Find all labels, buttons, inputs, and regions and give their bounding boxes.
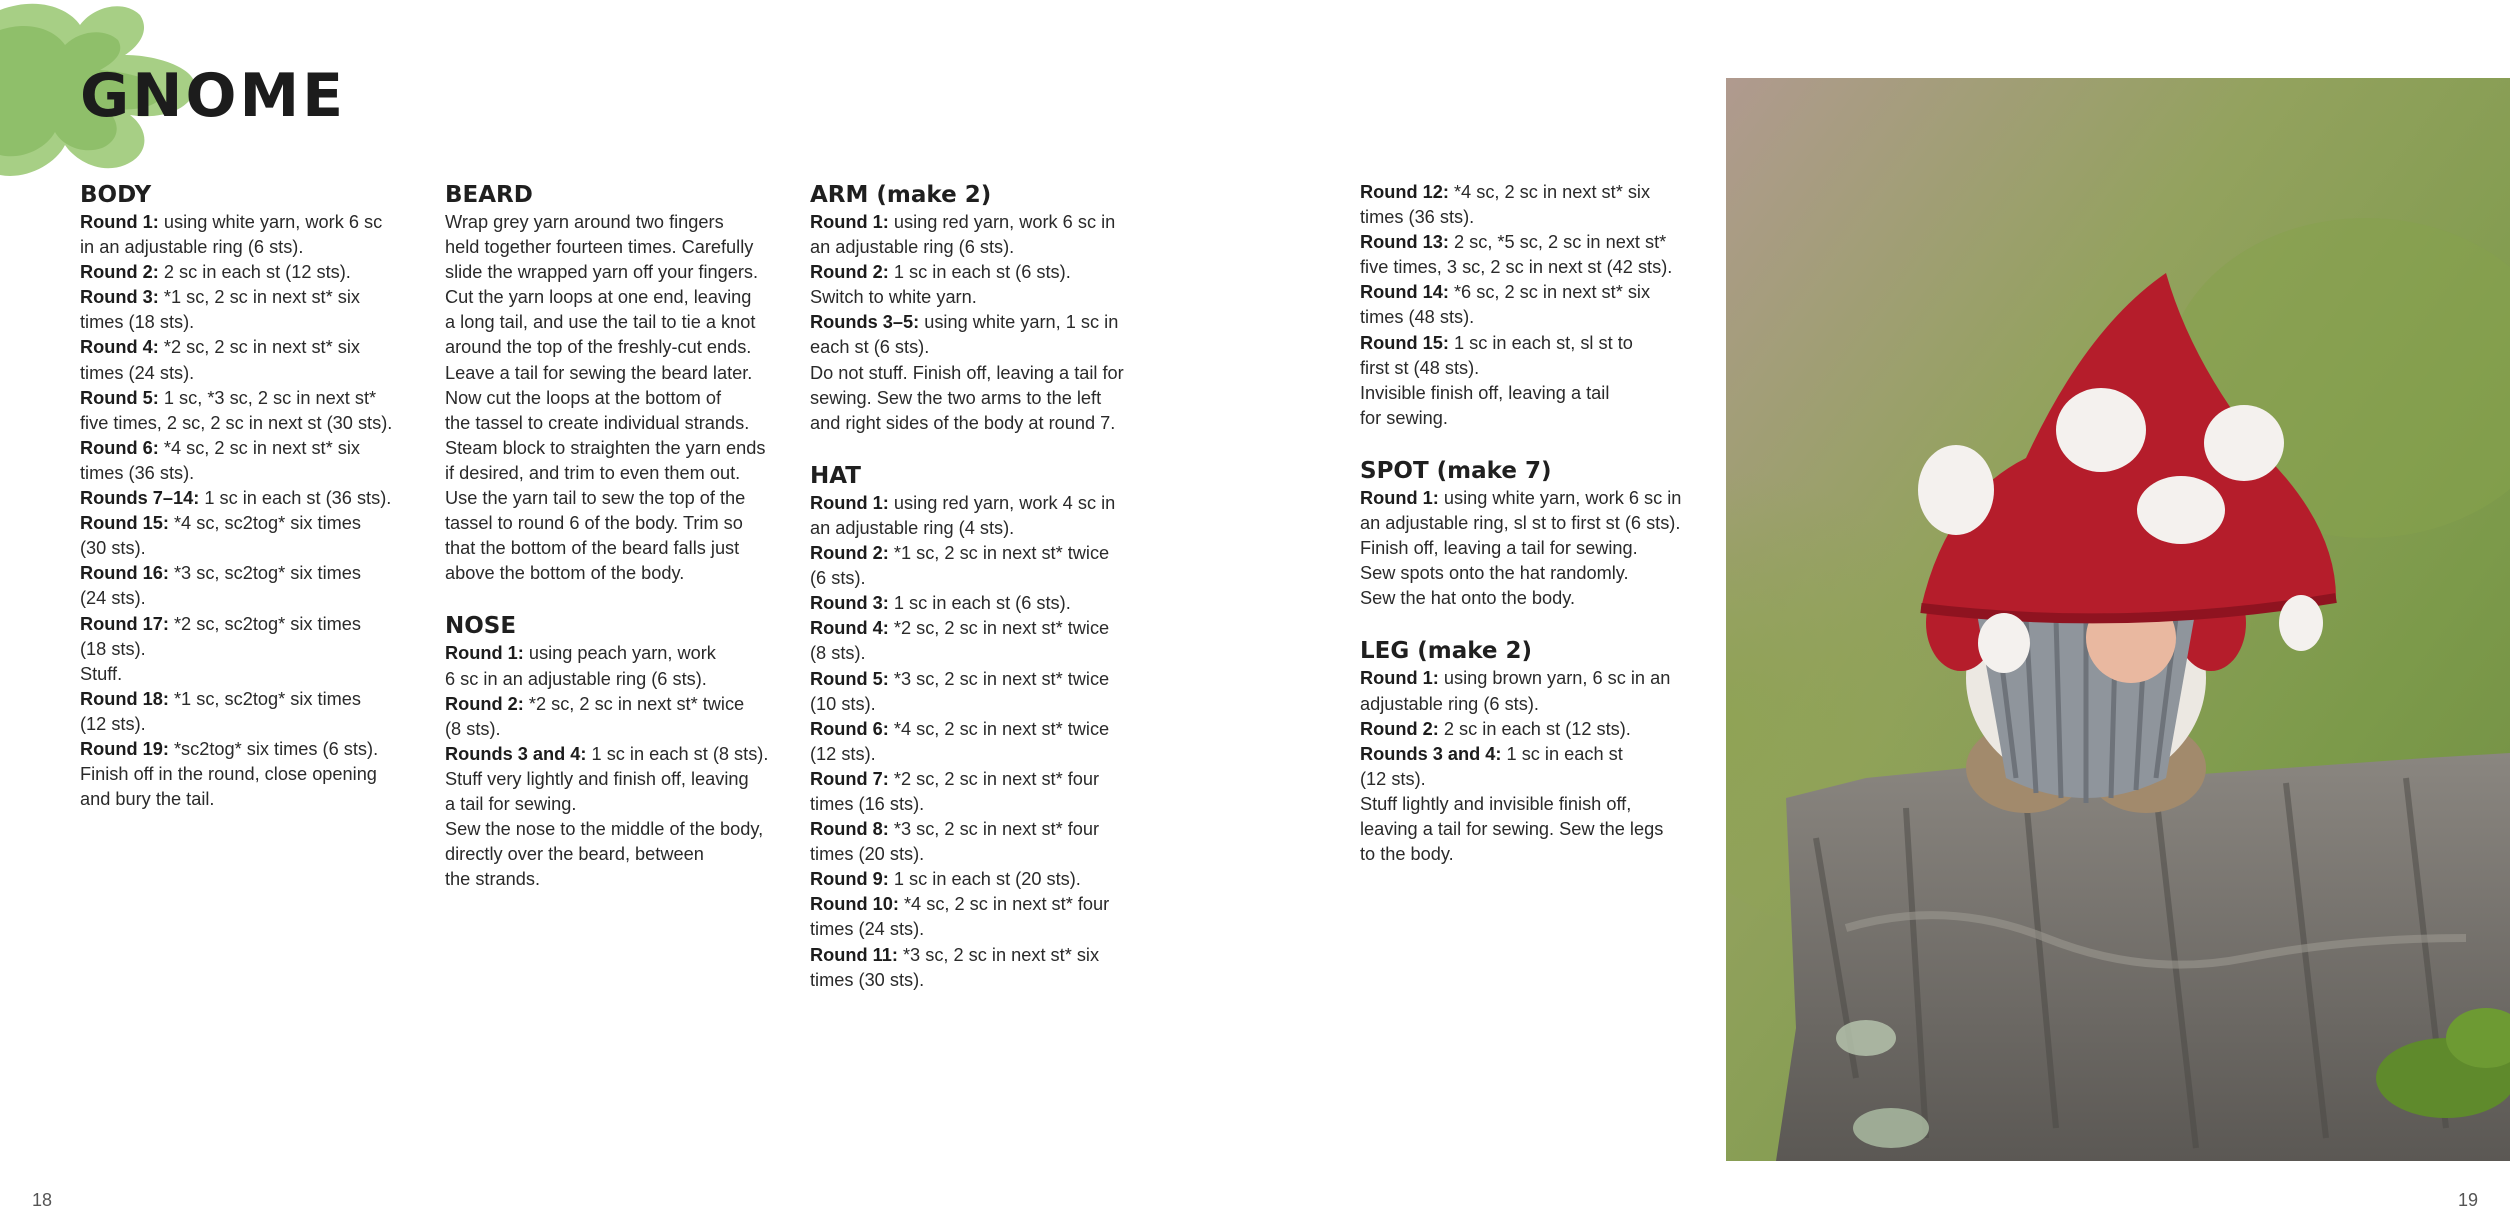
pattern-line xyxy=(1360,842,1705,867)
instruction-text: *3 sc, 2 sc in next st* four xyxy=(888,819,1100,840)
pattern-line xyxy=(810,411,1155,436)
instruction-text: leaving a tail for sewing. Sew the legs xyxy=(1360,818,1664,839)
pattern-line xyxy=(1360,586,1705,611)
round-label: Round 2: xyxy=(810,543,889,564)
pattern-column-3 xyxy=(810,180,1155,1018)
instruction-text: times (36 sts). xyxy=(80,462,195,483)
instruction-text: *4 sc, sc2tog* six times xyxy=(168,513,361,534)
pattern-line xyxy=(810,792,1155,817)
round-label: Round 4: xyxy=(810,618,889,639)
pattern-line xyxy=(810,235,1155,260)
pattern-line xyxy=(445,260,790,285)
instruction-text: *3 sc, 2 sc in next st* six xyxy=(897,944,1100,965)
pattern-line xyxy=(810,210,1155,235)
instruction-text: *1 sc, 2 sc in next st* twice xyxy=(888,543,1110,564)
instruction-text: in an adjustable ring (6 sts). xyxy=(80,237,304,258)
pattern-line xyxy=(445,842,790,867)
round-label: Round 9: xyxy=(810,869,889,890)
instruction-text: if desired, and trim to even them out. xyxy=(445,462,741,483)
pattern-line xyxy=(810,917,1155,942)
pattern-line xyxy=(1360,536,1705,561)
pattern-line xyxy=(80,637,420,662)
instruction-text: Stuff very lightly and finish off, leaving xyxy=(445,768,749,789)
pattern-line xyxy=(80,536,420,561)
instruction-text: 2 sc in each st (12 sts). xyxy=(1438,718,1631,739)
instruction-text: (10 sts). xyxy=(810,693,876,714)
round-label: Round 6: xyxy=(810,718,889,739)
pattern-line xyxy=(810,943,1155,968)
instruction-text: (24 sts). xyxy=(80,588,146,609)
round-label: Round 18: xyxy=(80,688,169,709)
pattern-line xyxy=(445,411,790,436)
instruction-text: times (16 sts). xyxy=(810,793,925,814)
round-label: Round 5: xyxy=(80,387,159,408)
pattern-line xyxy=(445,361,790,386)
pattern-line xyxy=(445,867,790,892)
round-label: Round 15: xyxy=(1360,332,1449,353)
round-label: Round 2: xyxy=(810,262,889,283)
instruction-text: *6 sc, 2 sc in next st* six xyxy=(1448,282,1651,303)
instruction-text: 1 sc, *3 sc, 2 sc in next st* xyxy=(158,387,377,408)
instruction-text: times (48 sts). xyxy=(1360,307,1475,328)
pattern-line xyxy=(810,386,1155,411)
pattern-line xyxy=(80,436,420,461)
pattern-line xyxy=(1360,356,1705,381)
pattern-line xyxy=(80,787,420,812)
pattern-line xyxy=(80,511,420,536)
instruction-text: *2 sc, sc2tog* six times xyxy=(168,613,361,634)
pattern-line xyxy=(445,461,790,486)
pattern-line xyxy=(445,817,790,842)
pattern-line xyxy=(810,616,1155,641)
pattern-line xyxy=(1360,305,1705,330)
round-label: Rounds 3 and 4: xyxy=(1360,743,1502,764)
pattern-line xyxy=(1360,717,1705,742)
instruction-text: (12 sts). xyxy=(80,713,146,734)
pattern-line xyxy=(80,737,420,762)
pattern-line xyxy=(445,310,790,335)
pattern-line xyxy=(445,386,790,411)
pattern-line xyxy=(80,361,420,386)
round-label: Round 4: xyxy=(80,337,159,358)
instruction-text: five times, 2 sc, 2 sc in next st (30 sts). xyxy=(80,412,393,433)
round-label: Round 5: xyxy=(810,668,889,689)
section-lines xyxy=(810,491,1155,993)
section-hat-continued xyxy=(1360,180,1705,431)
instruction-text: Leave a tail for sewing the beard later. xyxy=(445,362,753,383)
section-title: LEG (make 2) xyxy=(1360,638,1533,665)
pattern-line xyxy=(445,742,790,767)
section-lines xyxy=(1360,666,1705,867)
round-label: Round 10: xyxy=(810,894,899,915)
pattern-line xyxy=(810,817,1155,842)
pattern-line xyxy=(810,541,1155,566)
instruction-text: *4 sc, 2 sc in next st* twice xyxy=(888,718,1110,739)
pattern-line xyxy=(80,461,420,486)
section-spot xyxy=(1360,456,1705,611)
round-label: Round 1: xyxy=(810,492,889,513)
pattern-line xyxy=(810,667,1155,692)
instruction-text: an adjustable ring, sl st to first st (6 sts). xyxy=(1360,513,1681,534)
instruction-text: Invisible finish off, leaving a tail xyxy=(1360,382,1610,403)
section-title: HAT xyxy=(810,462,861,489)
section-lines xyxy=(80,210,420,812)
instruction-text: times (24 sts). xyxy=(810,919,925,940)
pattern-line xyxy=(1360,511,1705,536)
pattern-line xyxy=(1360,767,1705,792)
pattern-column-4 xyxy=(1360,180,1705,892)
round-label: Round 1: xyxy=(80,212,159,232)
pattern-line xyxy=(1360,406,1705,431)
instruction-text: using brown yarn, 6 sc in an xyxy=(1438,668,1671,689)
pattern-line xyxy=(445,486,790,511)
instruction-text: above the bottom of the body. xyxy=(445,563,685,584)
instruction-text: to the body. xyxy=(1360,844,1454,865)
pattern-column-2 xyxy=(445,180,790,917)
round-label: Round 19: xyxy=(80,738,169,759)
section-lines xyxy=(445,641,790,892)
instruction-text: Sew the hat onto the body. xyxy=(1360,588,1576,609)
pattern-line xyxy=(810,335,1155,360)
round-label: Round 2: xyxy=(445,693,524,714)
round-label: Round 1: xyxy=(1360,668,1439,689)
page-title: GNOME xyxy=(80,61,347,131)
instruction-text: using red yarn, work 6 sc in xyxy=(888,212,1116,232)
pattern-line xyxy=(1360,486,1705,511)
pattern-line xyxy=(445,436,790,461)
pattern-line xyxy=(80,310,420,335)
instruction-text: Switch to white yarn. xyxy=(810,287,977,308)
instruction-text: directly over the beard, between xyxy=(445,844,704,865)
instruction-text: a tail for sewing. xyxy=(445,793,577,814)
instruction-text: an adjustable ring (6 sts). xyxy=(810,237,1015,258)
instruction-text: Stuff. xyxy=(80,663,123,684)
section-title: ARM (make 2) xyxy=(810,182,992,208)
instruction-text: sewing. Sew the two arms to the left xyxy=(810,387,1102,408)
instruction-text: using peach yarn, work xyxy=(523,643,716,664)
pattern-line xyxy=(1360,742,1705,767)
round-label: Round 6: xyxy=(80,437,159,458)
pattern-line xyxy=(810,285,1155,310)
section-lines xyxy=(445,210,790,586)
instruction-text: times (30 sts). xyxy=(810,969,925,990)
round-label: Round 13: xyxy=(1360,232,1449,253)
pattern-line xyxy=(80,486,420,511)
pattern-line xyxy=(1360,817,1705,842)
instruction-text: *3 sc, 2 sc in next st* twice xyxy=(888,668,1110,689)
round-label: Round 15: xyxy=(80,513,169,534)
pattern-line xyxy=(810,968,1155,993)
section-lines xyxy=(810,210,1155,436)
instruction-text: *2 sc, 2 sc in next st* four xyxy=(888,768,1100,789)
instruction-text: 2 sc in each st (12 sts). xyxy=(158,262,351,283)
pattern-line xyxy=(80,662,420,687)
pattern-line xyxy=(445,792,790,817)
instruction-text: times (24 sts). xyxy=(80,362,195,383)
pattern-line xyxy=(445,717,790,742)
pattern-line xyxy=(1360,692,1705,717)
section-title: SPOT (make 7) xyxy=(1360,457,1552,484)
pattern-line xyxy=(1360,331,1705,356)
instruction-text: an adjustable ring (4 sts). xyxy=(810,517,1015,538)
section-nose xyxy=(445,611,790,892)
round-label: Round 1: xyxy=(810,212,889,232)
instruction-text: and bury the tail. xyxy=(80,789,215,810)
instruction-text: that the bottom of the beard falls just xyxy=(445,538,740,559)
instruction-text: first st (48 sts). xyxy=(1360,357,1480,378)
instruction-text: *sc2tog* six times (6 sts). xyxy=(168,738,379,759)
pattern-line xyxy=(445,210,790,235)
instruction-text: 1 sc in each st xyxy=(1501,743,1623,764)
instruction-text: *4 sc, 2 sc in next st* six xyxy=(158,437,360,458)
round-label: Round 1: xyxy=(1360,487,1439,508)
pattern-line xyxy=(810,742,1155,767)
instruction-text: Now cut the loops at the bottom of xyxy=(445,387,722,408)
instruction-text: for sewing. xyxy=(1360,407,1448,428)
pattern-line xyxy=(810,310,1155,335)
instruction-text: around the top of the freshly-cut ends. xyxy=(445,337,752,358)
instruction-text: *2 sc, 2 sc in next st* six xyxy=(158,337,360,358)
page-number-left: 18 xyxy=(32,1190,53,1210)
round-label: Round 8: xyxy=(810,819,889,840)
pattern-line xyxy=(810,767,1155,792)
instruction-text: a long tail, and use the tail to tie a knot xyxy=(445,312,756,333)
pattern-line xyxy=(445,692,790,717)
instruction-text: times (18 sts). xyxy=(80,312,195,333)
instruction-text: Finish off, leaving a tail for sewing. xyxy=(1360,538,1638,559)
pattern-line xyxy=(1360,205,1705,230)
section-leg xyxy=(1360,636,1705,867)
pattern-line xyxy=(445,767,790,792)
pattern-line xyxy=(445,235,790,260)
instruction-text: Cut the yarn loops at one end, leaving xyxy=(445,287,752,308)
section-title: NOSE xyxy=(445,613,517,640)
instruction-text: Sew spots onto the hat randomly. xyxy=(1360,563,1629,584)
instruction-text: slide the wrapped yarn off your fingers. xyxy=(445,262,759,283)
pattern-line xyxy=(1360,230,1705,255)
pattern-line xyxy=(445,511,790,536)
round-label: Rounds 3 and 4: xyxy=(445,743,587,764)
pattern-line xyxy=(80,687,420,712)
pattern-line xyxy=(80,386,420,411)
pattern-line xyxy=(810,892,1155,917)
section-hat xyxy=(810,461,1155,993)
instruction-text: 1 sc in each st (6 sts). xyxy=(888,262,1071,283)
instruction-text: each st (6 sts). xyxy=(810,337,930,358)
instruction-text: (8 sts). xyxy=(445,718,501,739)
instruction-text: Steam block to straighten the yarn ends xyxy=(445,437,766,458)
pattern-line xyxy=(80,411,420,436)
instruction-text: *4 sc, 2 sc in next st* four xyxy=(898,894,1110,915)
pattern-line xyxy=(80,762,420,787)
round-label: Round 17: xyxy=(80,613,169,634)
pattern-line xyxy=(810,516,1155,541)
pattern-line xyxy=(810,867,1155,892)
round-label: Round 3: xyxy=(80,287,159,308)
pattern-line xyxy=(810,491,1155,516)
round-label: Round 11: xyxy=(810,944,898,965)
pattern-line xyxy=(1360,792,1705,817)
pattern-line xyxy=(80,586,420,611)
pattern-line xyxy=(445,641,790,666)
instruction-text: 1 sc in each st (36 sts). xyxy=(199,488,392,509)
instruction-text: the strands. xyxy=(445,869,541,890)
instruction-text: using white yarn, 1 sc in xyxy=(919,312,1119,333)
instruction-text: (12 sts). xyxy=(810,743,876,764)
round-label: Round 2: xyxy=(1360,718,1439,739)
instruction-text: *2 sc, 2 sc in next st* twice xyxy=(523,693,745,714)
instruction-text: *1 sc, sc2tog* six times xyxy=(168,688,361,709)
pattern-line xyxy=(810,842,1155,867)
pattern-line xyxy=(1360,180,1705,205)
instruction-text: 1 sc in each st (8 sts). xyxy=(586,743,769,764)
pattern-line xyxy=(810,692,1155,717)
instruction-text: Wrap grey yarn around two fingers xyxy=(445,212,724,232)
round-label: Round 1: xyxy=(445,643,524,664)
section-arm xyxy=(810,180,1155,436)
round-label: Round 3: xyxy=(810,593,889,614)
pattern-line xyxy=(445,335,790,360)
instruction-text: and right sides of the body at round 7. xyxy=(810,412,1116,433)
instruction-text: using white yarn, work 6 sc xyxy=(158,212,383,232)
instruction-text: (8 sts). xyxy=(810,643,866,664)
pattern-line xyxy=(445,536,790,561)
pattern-line xyxy=(80,210,420,235)
instruction-text: 1 sc in each st (6 sts). xyxy=(888,593,1071,614)
pattern-line xyxy=(445,285,790,310)
instruction-text: Do not stuff. Finish off, leaving a tail for xyxy=(810,362,1124,383)
pattern-line xyxy=(810,566,1155,591)
page-number-right: 19 xyxy=(2457,1190,2478,1210)
pattern-line xyxy=(80,235,420,260)
instruction-text: using red yarn, work 4 sc in xyxy=(888,492,1116,513)
instruction-text: times (20 sts). xyxy=(810,844,925,865)
instruction-text: using white yarn, work 6 sc in xyxy=(1438,487,1682,508)
section-beard xyxy=(445,180,790,586)
pattern-line xyxy=(1360,561,1705,586)
instruction-text: tassel to round 6 of the body. Trim so xyxy=(445,513,743,534)
pattern-line xyxy=(810,717,1155,742)
pattern-line xyxy=(810,361,1155,386)
pattern-line xyxy=(80,712,420,737)
pattern-line xyxy=(80,335,420,360)
round-label: Round 12: xyxy=(1360,182,1449,202)
instruction-text: 1 sc in each st (20 sts). xyxy=(888,869,1081,890)
instruction-text: (30 sts). xyxy=(80,538,146,559)
instruction-text: *2 sc, 2 sc in next st* twice xyxy=(888,618,1110,639)
pattern-line xyxy=(80,260,420,285)
round-label: Rounds 7–14: xyxy=(80,488,200,509)
section-lines xyxy=(1360,486,1705,611)
section-body xyxy=(80,180,420,812)
section-title: BEARD xyxy=(445,182,533,208)
instruction-text: five times, 3 sc, 2 sc in next st (42 sts). xyxy=(1360,257,1673,278)
instruction-text: *3 sc, sc2tog* six times xyxy=(168,563,361,584)
instruction-text: Sew the nose to the middle of the body, xyxy=(445,819,764,840)
pattern-line xyxy=(810,260,1155,285)
instruction-text: the tassel to create individual strands. xyxy=(445,412,750,433)
section-lines xyxy=(1360,180,1705,431)
round-label: Round 7: xyxy=(810,768,889,789)
pattern-line xyxy=(445,667,790,692)
pattern-line xyxy=(1360,255,1705,280)
pattern-line xyxy=(810,641,1155,666)
pattern-line xyxy=(1360,666,1705,691)
instruction-text: adjustable ring (6 sts). xyxy=(1360,693,1539,714)
round-label: Rounds 3–5: xyxy=(810,312,920,333)
pattern-line xyxy=(80,561,420,586)
pattern-line xyxy=(810,591,1155,616)
section-title: BODY xyxy=(80,182,152,208)
pattern-line xyxy=(1360,381,1705,406)
pattern-line xyxy=(80,612,420,637)
round-label: Round 2: xyxy=(80,262,159,283)
instruction-text: (6 sts). xyxy=(810,568,866,589)
instruction-text: Finish off in the round, close opening xyxy=(80,764,377,785)
instruction-text: Use the yarn tail to sew the top of the xyxy=(445,488,746,509)
instruction-text: (12 sts). xyxy=(1360,768,1426,789)
instruction-text: *1 sc, 2 sc in next st* six xyxy=(158,287,360,308)
pattern-column-1 xyxy=(80,180,420,837)
pattern-line xyxy=(1360,280,1705,305)
pattern-line xyxy=(80,285,420,310)
crocheted-gnome-photo xyxy=(1726,78,2510,1161)
instruction-text: Stuff lightly and invisible finish off, xyxy=(1360,793,1632,814)
round-label: Round 16: xyxy=(80,563,169,584)
pattern-line xyxy=(445,561,790,586)
instruction-text: *4 sc, 2 sc in next st* six xyxy=(1448,182,1651,202)
instruction-text: held together fourteen times. Carefully xyxy=(445,237,754,258)
instruction-text: 6 sc in an adjustable ring (6 sts). xyxy=(445,668,707,689)
instruction-text: (18 sts). xyxy=(80,638,146,659)
round-label: Round 14: xyxy=(1360,282,1449,303)
instruction-text: 1 sc in each st, sl st to xyxy=(1448,332,1633,353)
instruction-text: 2 sc, *5 sc, 2 sc in next st* xyxy=(1448,232,1667,253)
instruction-text: times (36 sts). xyxy=(1360,207,1475,228)
